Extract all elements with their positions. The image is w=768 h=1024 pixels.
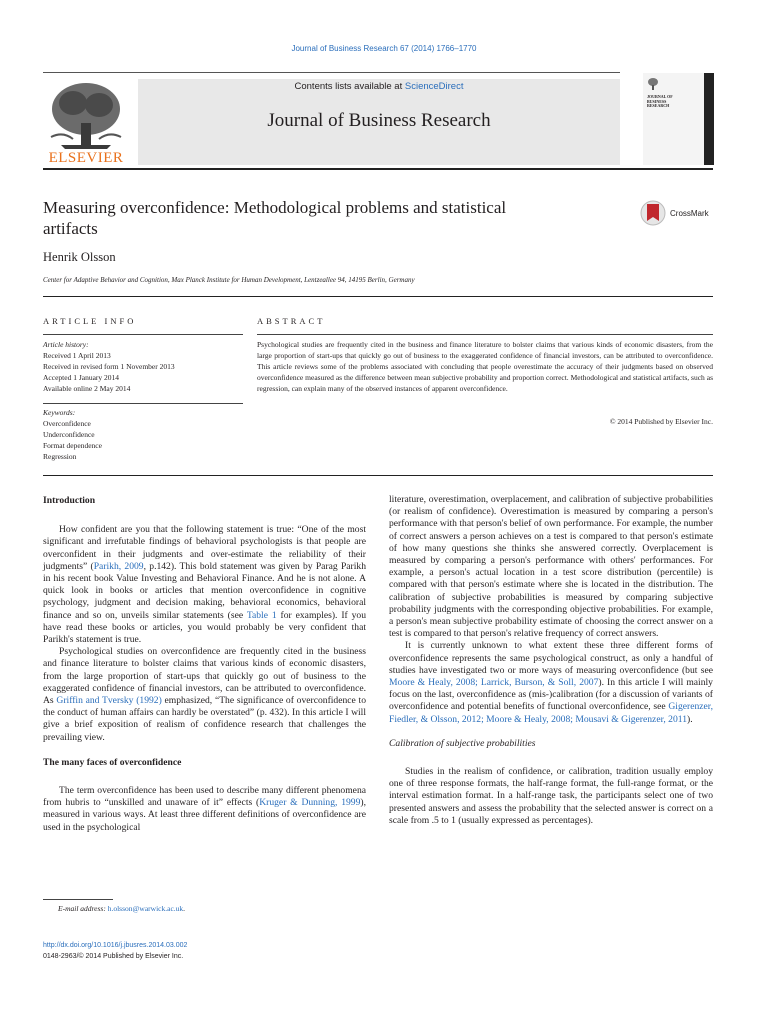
paragraph-text: for examples). If you have read these books or articles, you would probably be very confident that Parikh's statement is true. bbox=[43, 609, 366, 646]
contents-prefix: Contents lists available at bbox=[294, 81, 405, 92]
divider bbox=[43, 296, 713, 297]
keyword-item: Format dependence bbox=[43, 441, 102, 450]
divider bbox=[43, 475, 713, 476]
paragraph-text: How confident are you that the following statement is true: “One of the most significant and irrefutable findings of behavioral psychologists is that people are overconfident in their judgments and over-estimate the reliability of their judgments” ( bbox=[43, 524, 366, 572]
paragraph bbox=[43, 785, 366, 834]
article-info-heading: ARTICLE INFO bbox=[43, 316, 137, 326]
abstract-heading: ABSTRACT bbox=[257, 316, 326, 326]
body-column-right bbox=[389, 494, 713, 827]
paragraph bbox=[389, 640, 713, 725]
divider bbox=[43, 334, 243, 335]
article-history bbox=[43, 339, 243, 394]
contents-available-line bbox=[138, 81, 620, 92]
crossmark-label: CrossMark bbox=[670, 209, 709, 218]
keyword-item: Underconfidence bbox=[43, 430, 95, 439]
body-column-left bbox=[43, 495, 366, 834]
paragraph-text: ). In this article I will mainly focus on the last, overconfidence as (mis-)calibration (for a discussion of variants of overconfidence and potential benefits of functional overconfidence, see bbox=[389, 677, 713, 713]
sciencedirect-link[interactable]: ScienceDirect bbox=[404, 81, 464, 92]
journal-cover-thumbnail bbox=[643, 73, 714, 165]
cover-journal-name: JOURNAL OF BUSINESS RESEARCH bbox=[647, 94, 673, 108]
paragraph-text: The term overconfidence has been used to describe many different phenomena from hubris to “unskilled and unaware of it” effects ( bbox=[43, 785, 366, 809]
paragraph bbox=[43, 646, 366, 744]
citation-link[interactable]: Gigerenzer, Fiedler, & Olsson, 2012; Moore & Healy, 2008; Mousavi & Gigerenzer, 2011 bbox=[389, 701, 713, 725]
footnote bbox=[58, 904, 185, 913]
keyword-item: Regression bbox=[43, 452, 77, 461]
masthead-rule-bottom bbox=[43, 168, 713, 170]
footnote-suffix: . bbox=[183, 904, 186, 913]
abstract-copyright: © 2014 Published by Elsevier Inc. bbox=[609, 417, 713, 426]
subsection-heading-calibration: Calibration of subjective probabilities bbox=[389, 737, 536, 749]
citation-link[interactable]: Parikh, 2009 bbox=[93, 560, 144, 572]
divider bbox=[257, 334, 713, 335]
footnote-rule bbox=[43, 899, 113, 900]
author-affiliation: Center for Adaptive Behavior and Cognition, Max Planck Institute for Human Development, Lentzeallee 94, 14195 Berlin, Germany bbox=[43, 276, 415, 284]
paragraph-text: It is currently unknown to what extent these three different forms of overconfidence represents the same psychological construct, as only a handful of studies have investigated two or more ways of measuring overconfidence (but see bbox=[389, 640, 713, 676]
paper-title: Measuring overconfidence: Methodological problems and statistical artifacts bbox=[43, 198, 507, 238]
divider bbox=[43, 403, 243, 404]
masthead-rule-top bbox=[43, 72, 620, 73]
citation-link[interactable]: Kruger & Dunning, 1999 bbox=[259, 797, 361, 809]
author-name: Henrik Olsson bbox=[43, 250, 116, 264]
cover-tree-icon bbox=[647, 77, 659, 91]
keyword-item: Overconfidence bbox=[43, 419, 91, 428]
paragraph-text: , p.142). This bold statement was given by Parag Parikh in his recent book Value Investing and Behavioral Finance. And he is not alone. A quick look in books or articles that mention overconfidence in cognitive psychology, judgment and decision making, behavioral economics, behavioral finance and so on, unveils similar statements (see bbox=[43, 560, 366, 621]
paragraph-text: emphasized, “The significance of overconfidence to the conduct of human affairs can hardly be overstated” (p. 432). In this article I will give a brief exposition of realism of confidence research that challenges the prevailing view. bbox=[43, 695, 366, 743]
history-item: Received 1 April 2013 bbox=[43, 351, 111, 360]
paragraph-text: Psychological studies on overconfidence are frequently cited in the business and finance literature to bolster claims that various kinds of economic disasters, from the large proportion of start-ups that quickly go out of business to the exaggerated confidence of financial investors, can be attributed to overconfidence. As bbox=[43, 646, 366, 707]
paragraph-text: ). bbox=[687, 713, 693, 725]
footnote-label: E-mail address: bbox=[58, 904, 108, 913]
paragraph: Studies in the realism of confidence, or calibration, tradition usually employ one of three response formats, the half-range format, the full-range format, or the interval estimation format. In a half-range task, the participants select one of two presented answers and assess the probability that the selected answer is correct on a scale from .5 to 1 (usually expressed as percentages). bbox=[389, 766, 713, 826]
elsevier-wordmark: ELSEVIER bbox=[48, 150, 124, 166]
section-heading-introduction: Introduction bbox=[43, 495, 96, 506]
history-label: Article history: bbox=[43, 340, 89, 349]
keywords bbox=[43, 407, 243, 462]
issn-line: 0148-2963/© 2014 Published by Elsevier Inc. bbox=[43, 953, 184, 960]
email-link[interactable]: h.olsson@warwick.ac.uk bbox=[107, 904, 184, 913]
keywords-label: Keywords: bbox=[43, 408, 76, 417]
paragraph bbox=[43, 524, 366, 646]
citation-link[interactable]: Moore & Healy, 2008; Larrick, Burson, & Soll, 2007 bbox=[389, 677, 599, 689]
section-heading-many-faces: The many faces of overconfidence bbox=[43, 756, 182, 768]
journal-title: Journal of Business Research bbox=[267, 110, 491, 131]
history-item: Available online 2 May 2014 bbox=[43, 384, 131, 393]
crossmark-badge[interactable] bbox=[640, 200, 730, 228]
history-item: Received in revised form 1 November 2013 bbox=[43, 362, 175, 371]
table-link[interactable]: Table 1 bbox=[246, 609, 277, 621]
paragraph-text: ), measured in various ways. At least three different definitions of overconfidence are used in the psychological bbox=[43, 797, 366, 833]
citation-link[interactable]: Griffin and Tversky (1992) bbox=[56, 695, 162, 707]
journal-citation-link[interactable]: Journal of Business Research 67 (2014) 1766–1770 bbox=[291, 44, 477, 53]
abstract-text: Psychological studies are frequently cited in the business and finance literature to bolster claims that various kinds of economic disasters, from the large proportion of start-ups that quickly go out of business to the exaggerated confidence of financial investors, can be attributed to overconfidence. This article reviews some of the problems associated with concluding that people overestimate the accuracy of their judgments based on observed overconfidence measured as the difference between mean subjective probability and proportion correct. Methodological and statistical artifacts, such as regression, can explain many of the observed instances of apparent overconfidence. bbox=[257, 340, 713, 393]
crossmark-icon bbox=[640, 200, 666, 226]
paragraph: literature, overestimation, overplacement, and calibration of subjective probabilities (or realism of confidence). Overestimation is measured by comparing a person's performance with that person's belief of own performance. For example, the number of correct answers a person achieves on a test is compared to that person's estimate of how many questions she thinks she answered correctly. Overplacement is measured by comparing a person's performance with others' performances. For example, a person's actual location in a test score distribution (percentile) is compared with that person's estimate where she is located in the distribution. The calibration of subjective probabilities is measured by comparing subjective probability judgments with the corresponding objective probabilities. For example, a person's mean subjective probability estimate of choosing the correct answer on a test is compared to that person's relative frequency of correct answers. bbox=[389, 494, 713, 640]
history-item: Accepted 1 January 2014 bbox=[43, 373, 120, 382]
doi-link[interactable]: http://dx.doi.org/10.1016/j.jbusres.2014.03.002 bbox=[43, 942, 188, 949]
